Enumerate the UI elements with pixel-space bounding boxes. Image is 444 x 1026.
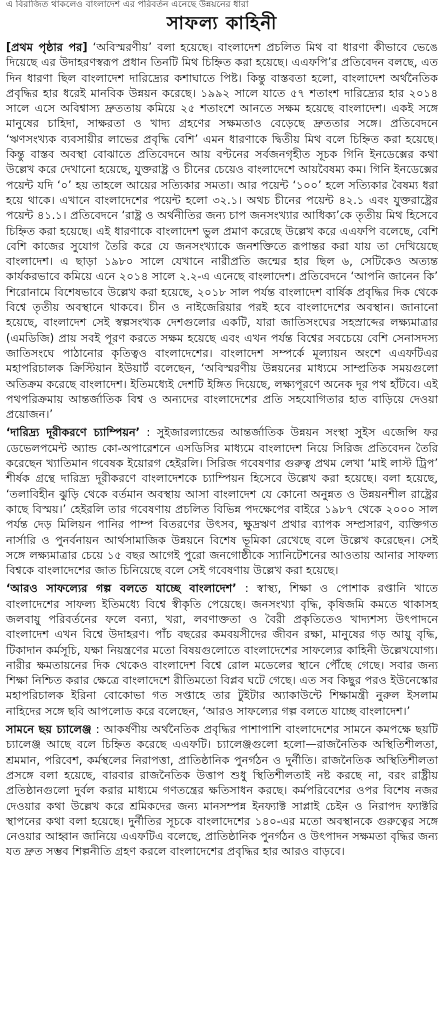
paragraph-continuation — [6, 40, 438, 422]
article-body — [0, 40, 444, 860]
paragraph-lead: ‘আরও সাফল্যের গল্প বলতে যাচ্ছে বাংলাদেশ’ — [6, 582, 237, 596]
paragraph-text: ‘অবিস্মরণীয়’ বলা হয়েছে। বাংলাদেশ প্রচলিত মিথ বা ধারণা কীভাবে ভেঙে দিয়েছে এর উদাহরণস্বরূপ প্রধান তিনটি মিথ চিহ্নিত করা হয়েছে। এএফপি’র প্রতিবেদন বলছে, এত দিন ধারণা ছিল বাংলাদেশ দারিদ্র্যের কশাঘাতে পিষ্ট। কিন্তু বাস্তবতা হলো, বাংলাদেশ অর্থনৈতিক প্রবৃদ্ধির হার ধরেই মানবিক উন্নয়ন করেছে। ১৯৯২ সালে যাতে ৫৭ শতাংশ দারিদ্র্যের হার ২০১৪ সালে এসে অবিশ্বাস্য দ্রুততায় কমিয়ে ২৫ শতাংশে আনতে সক্ষম হয়েছে বাংলাদেশ। একই সঙ্গে মানুষের চাহিদা, সাক্ষরতা ও খাদ্য গ্রহণের সক্ষমতাও বেড়েছে দ্রুততার সঙ্গে। প্রতিবেদনে ‘ঋণসংখ্যক ব্যবসায়ীর লাভের প্রবৃদ্ধি বেশি’ এমন ধারণাকে দ্বিতীয় মিথ বলে চিহ্নিত করা হয়েছে। কিন্তু বাস্তব অবস্থা বোঝাতে প্রতিবেদনে আয় বণ্টনের সর্বজনগৃহীত সূচক গিনি ইনডেক্সের কথা উল্লেখ করে দেখানো হয়েছে, যুক্তরাষ্ট্র ও চীনের চেয়েও বাংলাদেশে আয়বৈষম্য কম। গিনি ইনডেক্সের পয়েন্ট যদি ‘০’ হয় তাহলে আয়ের সত্যিকার সমতা। আর পয়েন্ট ‘১০০’ হলে সত্যিকার বৈষম্য ধরা হয়ে থাকে। এখানে বাংলাদেশের পয়েন্ট হলো ৩২.১। অথচ চীনের পয়েন্ট ৪২.১ এবং যুক্তরাষ্ট্রের পয়েন্ট ৪১.১। প্রতিবেদনে ‘রাষ্ট্র ও অর্থনীতির জন্য চাপ জনসংখ্যার আধিক্য’কে তৃতীয় মিথ হিসেবে চিহ্নিত করা হয়েছে। এই ধারণাকে বাংলাদেশ ভুল প্রমাণ করেছে উল্লেখ করে এএফপি বলেছে, বেশি বেশি কাজের সুযোগ তৈরি করে যে জনসংখ্যাকে জনশক্তিতে রূপান্তর করা যায় তা দেখিয়েছে বাংলাদেশ। এ ছাড়া ১৯৮০ সালে যেখানে নারীপ্রতি জন্মের হার ছিল ৬, সেটিকেও অত্যন্ত কার্যকরভাবে কমিয়ে এনে ২০১৪ সালে ২.২-এ এনেছে বাংলাদেশ। প্রতিবেদনে ‘আপনি জানেন কি’ শিরোনামে বিশেষভাবে উল্লেখ করা হয়েছে, ২০১৮ সাল পর্যন্ত বাংলাদেশ বার্ষিক প্রবৃদ্ধির দিক থেকে বিশ্বে তৃতীয় অবস্থানে থাকবে। চীন ও নাইজেরিয়ার পরই হবে বাংলাদেশের অবস্থান। জানানো হয়েছে, বাংলাদেশ সেই স্বল্পসংখ্যক দেশগুলোর একটি, যারা জাতিসংঘের সহস্রাব্দের লক্ষ্যমাত্রার (এমডিজি) প্রায় সবই পূরণ করতে সক্ষম হয়েছে এবং এখন পর্যন্ত বিশ্বের সবচেয়ে বেশি সেনাসদস্য জাতিসংঘে পাঠানোর কৃতিত্বও বাংলাদেশের। বাংলাদেশ সম্পর্কে মূল্যায়ন অংশে এএফটিএর মহাপরিচালক ক্রিস্টিয়ান ইউয়ার্ট বলেছেন, ‘অবিস্মরণীয় উন্নয়নের মাধ্যমে সাম্প্রতিক সময়গুলো অতিক্রম করেছে বাংলাদেশ। ইতিমধ্যেই দেশটি ইঙ্গিত দিয়েছে, লক্ষ্যপূরণে অনেক দূর পথ হাঁটবে। এই পথপরিক্রমায় আন্তর্জাতিক বিশ্ব ও অন্যদের বাংলাদেশের প্রতি সহযোগিতার হাত বাড়িয়ে দেওয়া প্রয়োজন।’ — [6, 41, 438, 422]
article-headline: সাফল্য কাহিনী — [166, 13, 278, 34]
paragraph-text: : স্বাস্থ্য, শিক্ষা ও পোশাক রপ্তানি খাতে বাংলাদেশের সাফল্য ইতিমধ্যে বিশ্বে স্বীকৃতি পেয়েছে। জনসংখ্যা বৃদ্ধি, কৃষিজমি কমতে থাকাসহ জলবায়ু পরিবর্তনের ফলে বন্যা, খরা, লবণাক্ততা ও বৈরী প্রকৃতিতেও খাদ্যশস্য উৎপাদনে বাংলাদেশ এখন বিশ্বে উদাহরণ। পাঁচ বছরের কমবয়সীদের জীবন রক্ষা, মানুষের গড় আয়ু বৃদ্ধি, টিকাদান কর্মসূচি, যক্ষা নিয়ন্ত্রণের মতো বিষয়গুলোতে বাংলাদেশের সাফল্যের কাহিনী উল্লেখযোগ্য। নারীর ক্ষমতায়নের দিক থেকেও বাংলাদেশ বিশ্বে রোল মডেলের স্থানে পৌঁছে গেছে। সবার জন্য শিক্ষা নিশ্চিত করার ক্ষেত্রে বাংলাদেশে রীতিমতো বিপ্লব ঘটে গেছে। এত সব কিছুর পরও ইউনেস্কোর মহাপরিচালক ইরিনা বোকোভা গত সপ্তাহে তার টুইটার অ্যাকাউন্টে শিক্ষামন্ত্রী নুরুল ইসলাম নাহিদের সঙ্গে ছবি আপলোড করে বলেছেন, ‘আরও সাফল্যের গল্প বলতে যাচ্ছে বাংলাদেশ।’ — [6, 582, 438, 718]
paragraph-lead: [প্রথম পৃষ্ঠার পর] — [6, 41, 88, 54]
previous-article-fragment: এ বিরাজিত থাকলেও বাংলাদেশ এর পরিবর্তন এনেছে উন্নয়নের ধারা — [6, 0, 249, 10]
paragraph-six-challenges — [6, 722, 438, 860]
paragraph-text: : আকর্ষণীয় অর্থনৈতিক প্রবৃদ্ধির পাশাপাশি বাংলাদেশের সামনে কমপক্ষে ছয়টি চ্যালেঞ্জ আছে বলে চিহ্নিত করেছে এএফটি। চ্যালেঞ্জগুলো হলো—রাজনৈতিক অস্থিতিশীলতা, শ্রমমান, পরিবেশ, কর্মস্থলের নিরাপত্তা, প্রাতিষ্ঠানিক পুনর্গঠন ও দুর্নীতি। রাজনৈতিক অস্থিতিশীলতা প্রসঙ্গে বলা হয়েছে, বারবার রাজনৈতিক উত্তাপ শুধু স্থিতিশীলতাই নষ্ট করছে না, বরং রাষ্ট্রীয় প্রতিষ্ঠানগুলো দুর্বল করার মাধ্যমে গণতন্ত্রের ক্ষতিসাধন করছে। কর্মপরিবেশের ওপর বিশেষ নজর দেওয়ার কথা উল্লেখ করে শ্রমিকদের জন্য মানসম্পন্ন ইনফ্যাক্ট সাপ্লাই চেইন ও নিরাপদ ফ্যাক্টরি স্থাপনের কথা বলা হয়েছে। দুর্নীতির সূচকে বাংলাদেশের ১৪০-এর মতো অবস্থানকে গুরুত্বের সঙ্গে নেওয়ার আহ্বান জানিয়ে এএফটিএ বলেছে, প্রাতিষ্ঠানিক পুনর্গঠন ও উৎপাদন সক্ষমতা বৃদ্ধির জন্য যত দ্রুত সম্ভব শিল্পনীতি গ্রহণ করলে বাংলাদেশের প্রবৃদ্ধির হার আরও বাড়বে। — [6, 723, 438, 859]
paragraph-more-success — [6, 581, 438, 719]
paragraph-poverty-champion — [6, 425, 438, 578]
paragraph-lead: সামনে ছয় চ্যালেঞ্জ — [6, 723, 92, 737]
paragraph-text: : সুইজারল্যান্ডের আন্তর্জাতিক উন্নয়ন সংস্থা সুইস এজেন্সি ফর ডেভেলপমেন্ট অ্যান্ড কো-অপারেশনে এসডিসির মাধ্যমে বাংলাদেশ নিয়ে সিরিজ প্রতিবেদন তৈরি করেছেন খ্যাতিমান গবেষক ইয়োরগ হেইরলি। সিরিজ গবেষণার গুরুত্ব প্রথম লেখা ‘মাই লাস্ট ট্রিপ’ শীর্ষক গ্রন্থে দারিদ্র্য দূরীকরণে বাংলাদেশকে চ্যাম্পিয়ন হিসেবে উল্লেখ করা হয়েছে। বলা হয়েছে, ‘তলাবিহীন ঝুড়ি থেকে বর্তমান অবস্থায় আসা বাংলাদেশ যে কোনো অনুন্নত ও উন্নয়নশীল রাষ্ট্রের কাছে বিস্ময়।’ হেইরলি তার গবেষণায় প্রচলিত বিভিন্ন পদক্ষেপের বাইরে ১৯৮৭ থেকে ২০০০ সাল পর্যন্ত দেড় মিলিয়ন পানির পাম্প বিতরণের উৎসব, ক্ষুদ্রঋণ প্রথার ব্যাপক সম্প্রসারণ, ব্যক্তিগত নার্সারি ও পুনর্বনায়ন আর্থসামাজিক উন্নয়নে বিশেষ ভূমিকা রেখেছে বলে উল্লেখ করেছেন। সেই সঙ্গে লক্ষ্যমাত্রার চেয়ে ১৫ বছর আগেই পুরো জনগোষ্ঠীকে স্যানিটেশনের আওতায় আনার সাফল্য বিশ্বকে বাংলাদেশের জাত চিনিয়েছে বলে সেই গবেষণায় উল্লেখ করা হয়েছে। — [6, 426, 438, 578]
paragraph-lead: ‘দারিদ্র্য দূরীকরণে চ্যাম্পিয়ন’ — [6, 426, 140, 440]
